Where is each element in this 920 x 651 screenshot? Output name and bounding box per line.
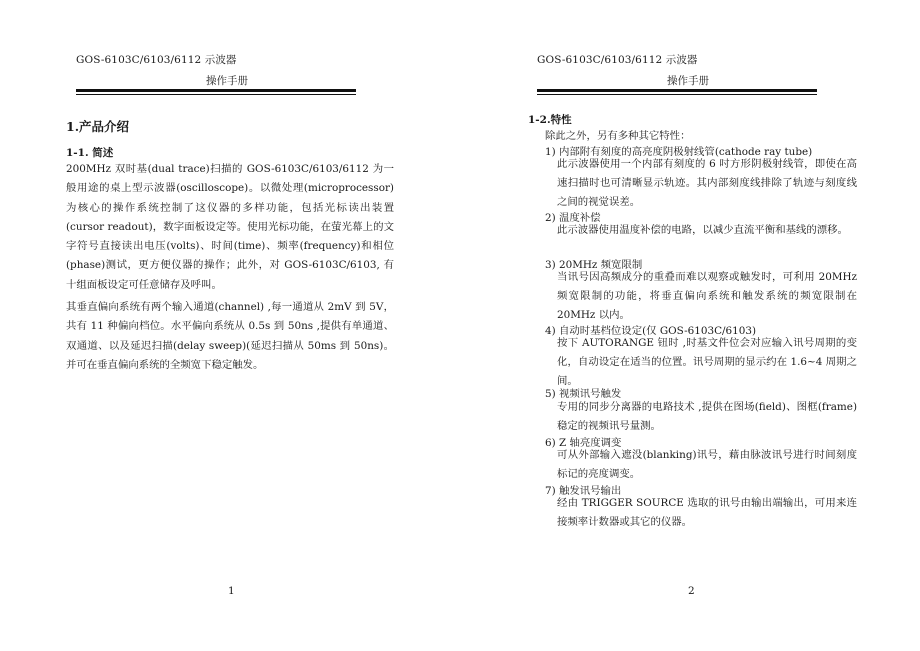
- intro-paragraph: 200MHz 双时基(dual trace)扫描的 GOS-6103C/6103/6112 为一般用途的桌上型示波器(oscilloscope)。以微处理(microprocessor)为核心的操作系统控制了这仪器的多样功能，包括光标读出装置(cursor readout)，数字面板设定等。使用光标功能，在萤光幕上的文字符号直接读出电压(volts)、时间(time)、频率(frequency)和相位(phase)测试，更方便仪器的操作；此外，对 GOS-6103C/6103, 有十组面板设定可任意储存及呼叫。: [66, 163, 394, 291]
- feature-title-4: 4) 自动时基档位设定(仅 GOS-6103C/6103): [545, 325, 757, 337]
- feature-body-3: 当讯号因高频成分的重叠而难以观察或触发时，可利用 20MHz 频宽限制的功能，将垂直偏向系统和触发系统的频宽限制在 20MHz 以内。: [557, 271, 857, 322]
- feature-title-5: 5) 视频讯号触发: [545, 388, 622, 400]
- page-number: 1: [228, 585, 235, 597]
- section-title: 1.产品介绍: [66, 119, 130, 134]
- feature-title-1: 1) 内部附有刻度的高亮度阴极射线管(cathode ray tube): [545, 146, 813, 158]
- subsection-title: 1-1. 简述: [66, 147, 114, 159]
- feature-body-1: 此示波器使用一个内部有刻度的 6 吋方形阴极射线管，即使在高速扫描时也可清晰显示轨迹。其内部刻度线排除了轨迹与刻度线之间的视觉误差。: [557, 158, 857, 209]
- feature-title-2: 2) 温度补偿: [545, 212, 601, 224]
- feature-title-3: 3) 20MHz 频宽限制: [545, 259, 643, 271]
- feature-title-7: 7) 触发讯号输出: [545, 485, 622, 497]
- header-manual-title: 操作手册: [206, 75, 248, 87]
- feature-body-7: 经由 TRIGGER SOURCE 选取的讯号由输出端输出，可用来连接频率计数器或其它的仪器。: [557, 497, 857, 529]
- feature-body-6: 可从外部输入遮没(blanking)讯号，藉由脉波讯号进行时间刻度标记的亮度调变。: [557, 449, 857, 481]
- header-manual-title: 操作手册: [667, 75, 709, 87]
- features-intro: 除此之外，另有多种其它特性：: [545, 130, 691, 142]
- right-page: [460, 0, 920, 651]
- feature-title-6: 6) Z 轴亮度调变: [545, 437, 622, 449]
- header-rule-thin: [537, 94, 817, 95]
- subsection-title: 1-2.特性: [528, 114, 572, 126]
- deflection-paragraph: 其垂直偏向系统有两个输入通道(channel) ,每一通道从 2mV 到 5V，共有 11 种偏向档位。水平偏向系统从 0.5s 到 50ns ,提供有单通道、双通道、以及延迟扫描(delay sweep)(延迟扫描从 50ms 到 50ns)。并可在垂直偏向系统的全频宽下稳定触发。: [66, 301, 394, 371]
- feature-body-4: 按下 AUTORANGE 钮时 ,时基文件位会对应输入讯号周期的变化，自动设定在适当的位置。讯号周期的显示约在 1.6~4 周期之间。: [557, 337, 857, 388]
- header-rule-thick: [76, 89, 356, 92]
- header-model: GOS-6103C/6103/6112 示波器: [537, 54, 698, 66]
- page-number: 2: [688, 585, 695, 597]
- header-rule-thin: [76, 94, 356, 95]
- feature-body-5: 专用的同步分离器的电路技术 ,提供在图场(field)、图框(frame)稳定的视频讯号量测。: [557, 401, 857, 433]
- header-rule-thick: [537, 89, 817, 92]
- header-model: GOS-6103C/6103/6112 示波器: [76, 54, 237, 66]
- feature-body-2: 此示波器使用温度补偿的电路，以减少直流平衡和基线的漂移。: [557, 224, 848, 236]
